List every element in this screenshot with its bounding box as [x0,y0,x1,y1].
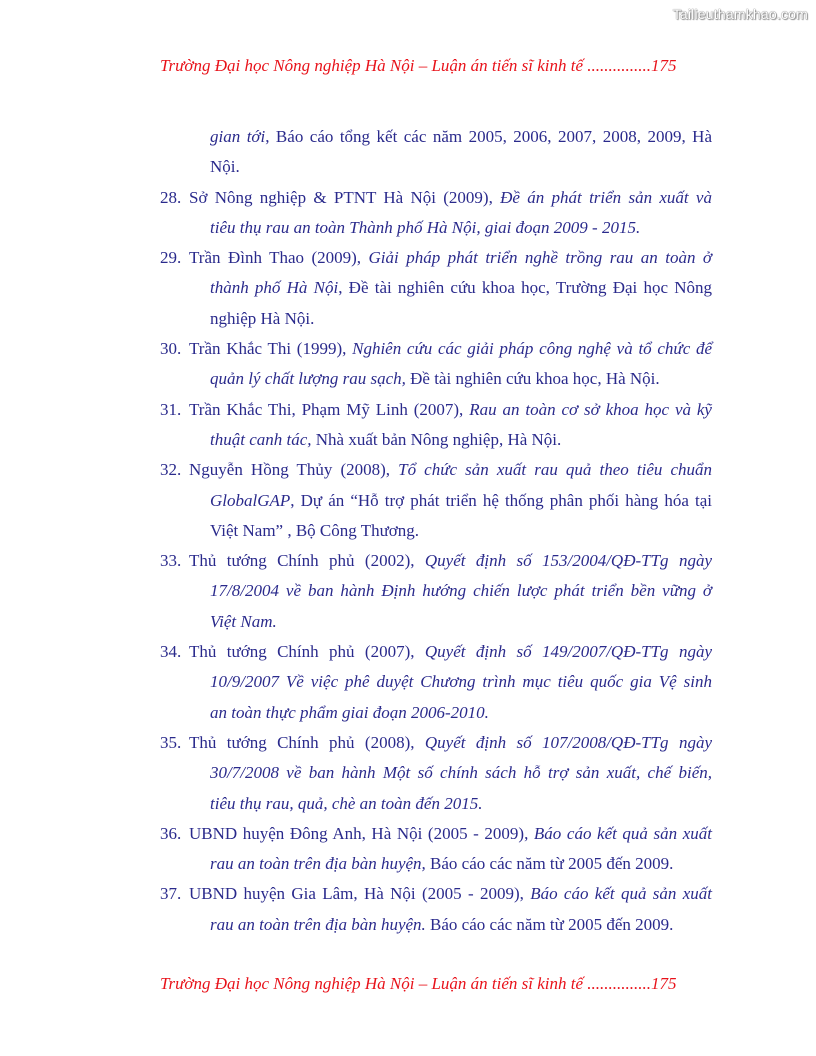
ref-title: tiêu thụ rau an toàn Thành phố Hà Nội, giai đoạn 2009 - 2015. [210,217,641,237]
ref-author: Trần Khắc Thi (1999), [189,339,353,359]
ref-author: UBND huyện Gia Lâm, Hà Nội (2005 - 2009), [189,884,531,904]
ref-number: 35. [160,732,182,752]
ref-title: tiêu thụ rau, quả, chè an toàn đến 2015. [210,793,483,813]
ref-author: Trần Đình Thao (2009), [189,248,369,268]
ref-number: 33. [160,551,182,571]
page-footer: Trường Đại học Nông nghiệp Hà Nội – Luận án tiến sĩ kinh tế ...............175 [160,974,677,993]
ref-text: Nội. [210,157,240,177]
ref-title: thuật canh tác, [210,429,312,449]
ref-title: Nghiên cứu các giải pháp công nghệ và tổ chức để [352,339,713,359]
ref-author: Nguyễn Hồng Thủy (2008), [189,460,399,480]
list-item [160,243,712,334]
ref-text: Báo cáo các năm từ 2005 đến 2009. [425,914,674,934]
list-item [160,637,712,728]
list-item [160,879,712,940]
ref-text: Báo cáo các năm từ 2005 đến 2009. [425,854,674,874]
ref-title: Rau an toàn cơ sở khoa học và kỹ [469,399,712,419]
ref-text: Đề tài nghiên cứu khoa học, Hà Nội. [405,369,660,389]
ref-author: UBND huyện Đông Anh, Hà Nội (2005 - 2009), [189,823,534,843]
ref-title: 10/9/2007 Về việc phê duyệt Chương trình mục tiêu quốc gia Vệ sinh [210,672,712,692]
ref-text: , Đề tài nghiên cứu khoa học, Trường Đại học Nông [338,278,713,298]
list-item [160,395,712,456]
ref-number: 37. [160,884,182,904]
ref-title: Việt Nam. [210,611,277,631]
ref-title: Tổ chức sản xuất rau quả theo tiêu chuẩn [398,460,712,480]
ref-title: Báo cáo kết quả sản xuất [530,884,712,904]
ref-title: quản lý chất lượng rau sạch, [210,369,406,389]
ref-title: Quyết định số 153/2004/QĐ-TTg ngày [424,551,712,571]
ref-title: Quyết định số 107/2008/QĐ-TTg ngày [424,732,712,752]
list-item [160,183,712,244]
ref-author: Trần Khắc Thi, Phạm Mỹ Linh (2007), [189,399,470,419]
ref-text: , Báo cáo tổng kết các năm 2005, 2006, 2007, 2008, 2009, Hà [265,127,712,146]
ref-text: , Dự án “Hỗ trợ phát triển hệ thống phân phối hàng hóa tại [290,490,712,510]
ref-title: rau an toàn trên địa bàn huyện. [210,914,426,934]
ref-title: Giải pháp phát triển nghề trồng rau an toàn ở [368,248,712,268]
ref-text-italic: gian tới [210,127,266,146]
list-item [160,728,712,819]
ref-title: GlobalGAP [210,490,291,510]
ref-title: an toàn thực phẩm giai đoạn 2006-2010. [210,702,489,722]
ref-title: thành phố Hà Nội [210,278,339,298]
ref-number: 32. [160,460,182,480]
ref-title: Báo cáo kết quả sản xuất [533,823,712,843]
ref-text: Việt Nam” , Bộ Công Thương. [210,520,420,540]
ref-number: 30. [160,339,182,359]
watermark: Tailieuthamkhao.com [672,6,808,22]
ref-number: 31. [160,399,182,419]
ref-title: Đề án phát triển sản xuất và [500,187,712,207]
ref-title: Quyết định số 149/2007/QĐ-TTg ngày [424,642,712,662]
ref-number: 28. [160,187,182,207]
list-item [160,455,712,546]
ref-number: 36. [160,823,182,843]
ref-title: 30/7/2008 về ban hành Một số chính sách hỗ trợ sản xuất, chế biến, [210,763,712,783]
ref-number: 29. [160,248,182,268]
ref-author: Thủ tướng Chính phủ (2007), [189,642,425,662]
ref-title: 17/8/2004 về ban hành Định hướng chiến lược phát triển bền vững ở [210,581,712,601]
ref-author: Sở Nông nghiệp & PTNT Hà Nội (2009), [189,187,501,207]
reference-list [160,122,712,940]
ref-title: rau an toàn trên địa bàn huyện, [210,854,426,874]
ref-text: Nhà xuất bản Nông nghiệp, Hà Nội. [311,429,562,449]
reference-continuation [160,122,712,183]
page-header: Trường Đại học Nông nghiệp Hà Nội – Luận án tiến sĩ kinh tế ...............175 [160,56,677,75]
ref-number: 34. [160,642,182,662]
list-item [160,819,712,880]
ref-author: Thủ tướng Chính phủ (2002), [189,551,425,571]
ref-text: nghiệp Hà Nội. [210,308,315,328]
ref-author: Thủ tướng Chính phủ (2008), [189,732,425,752]
list-item [160,546,712,637]
list-item [160,334,712,395]
